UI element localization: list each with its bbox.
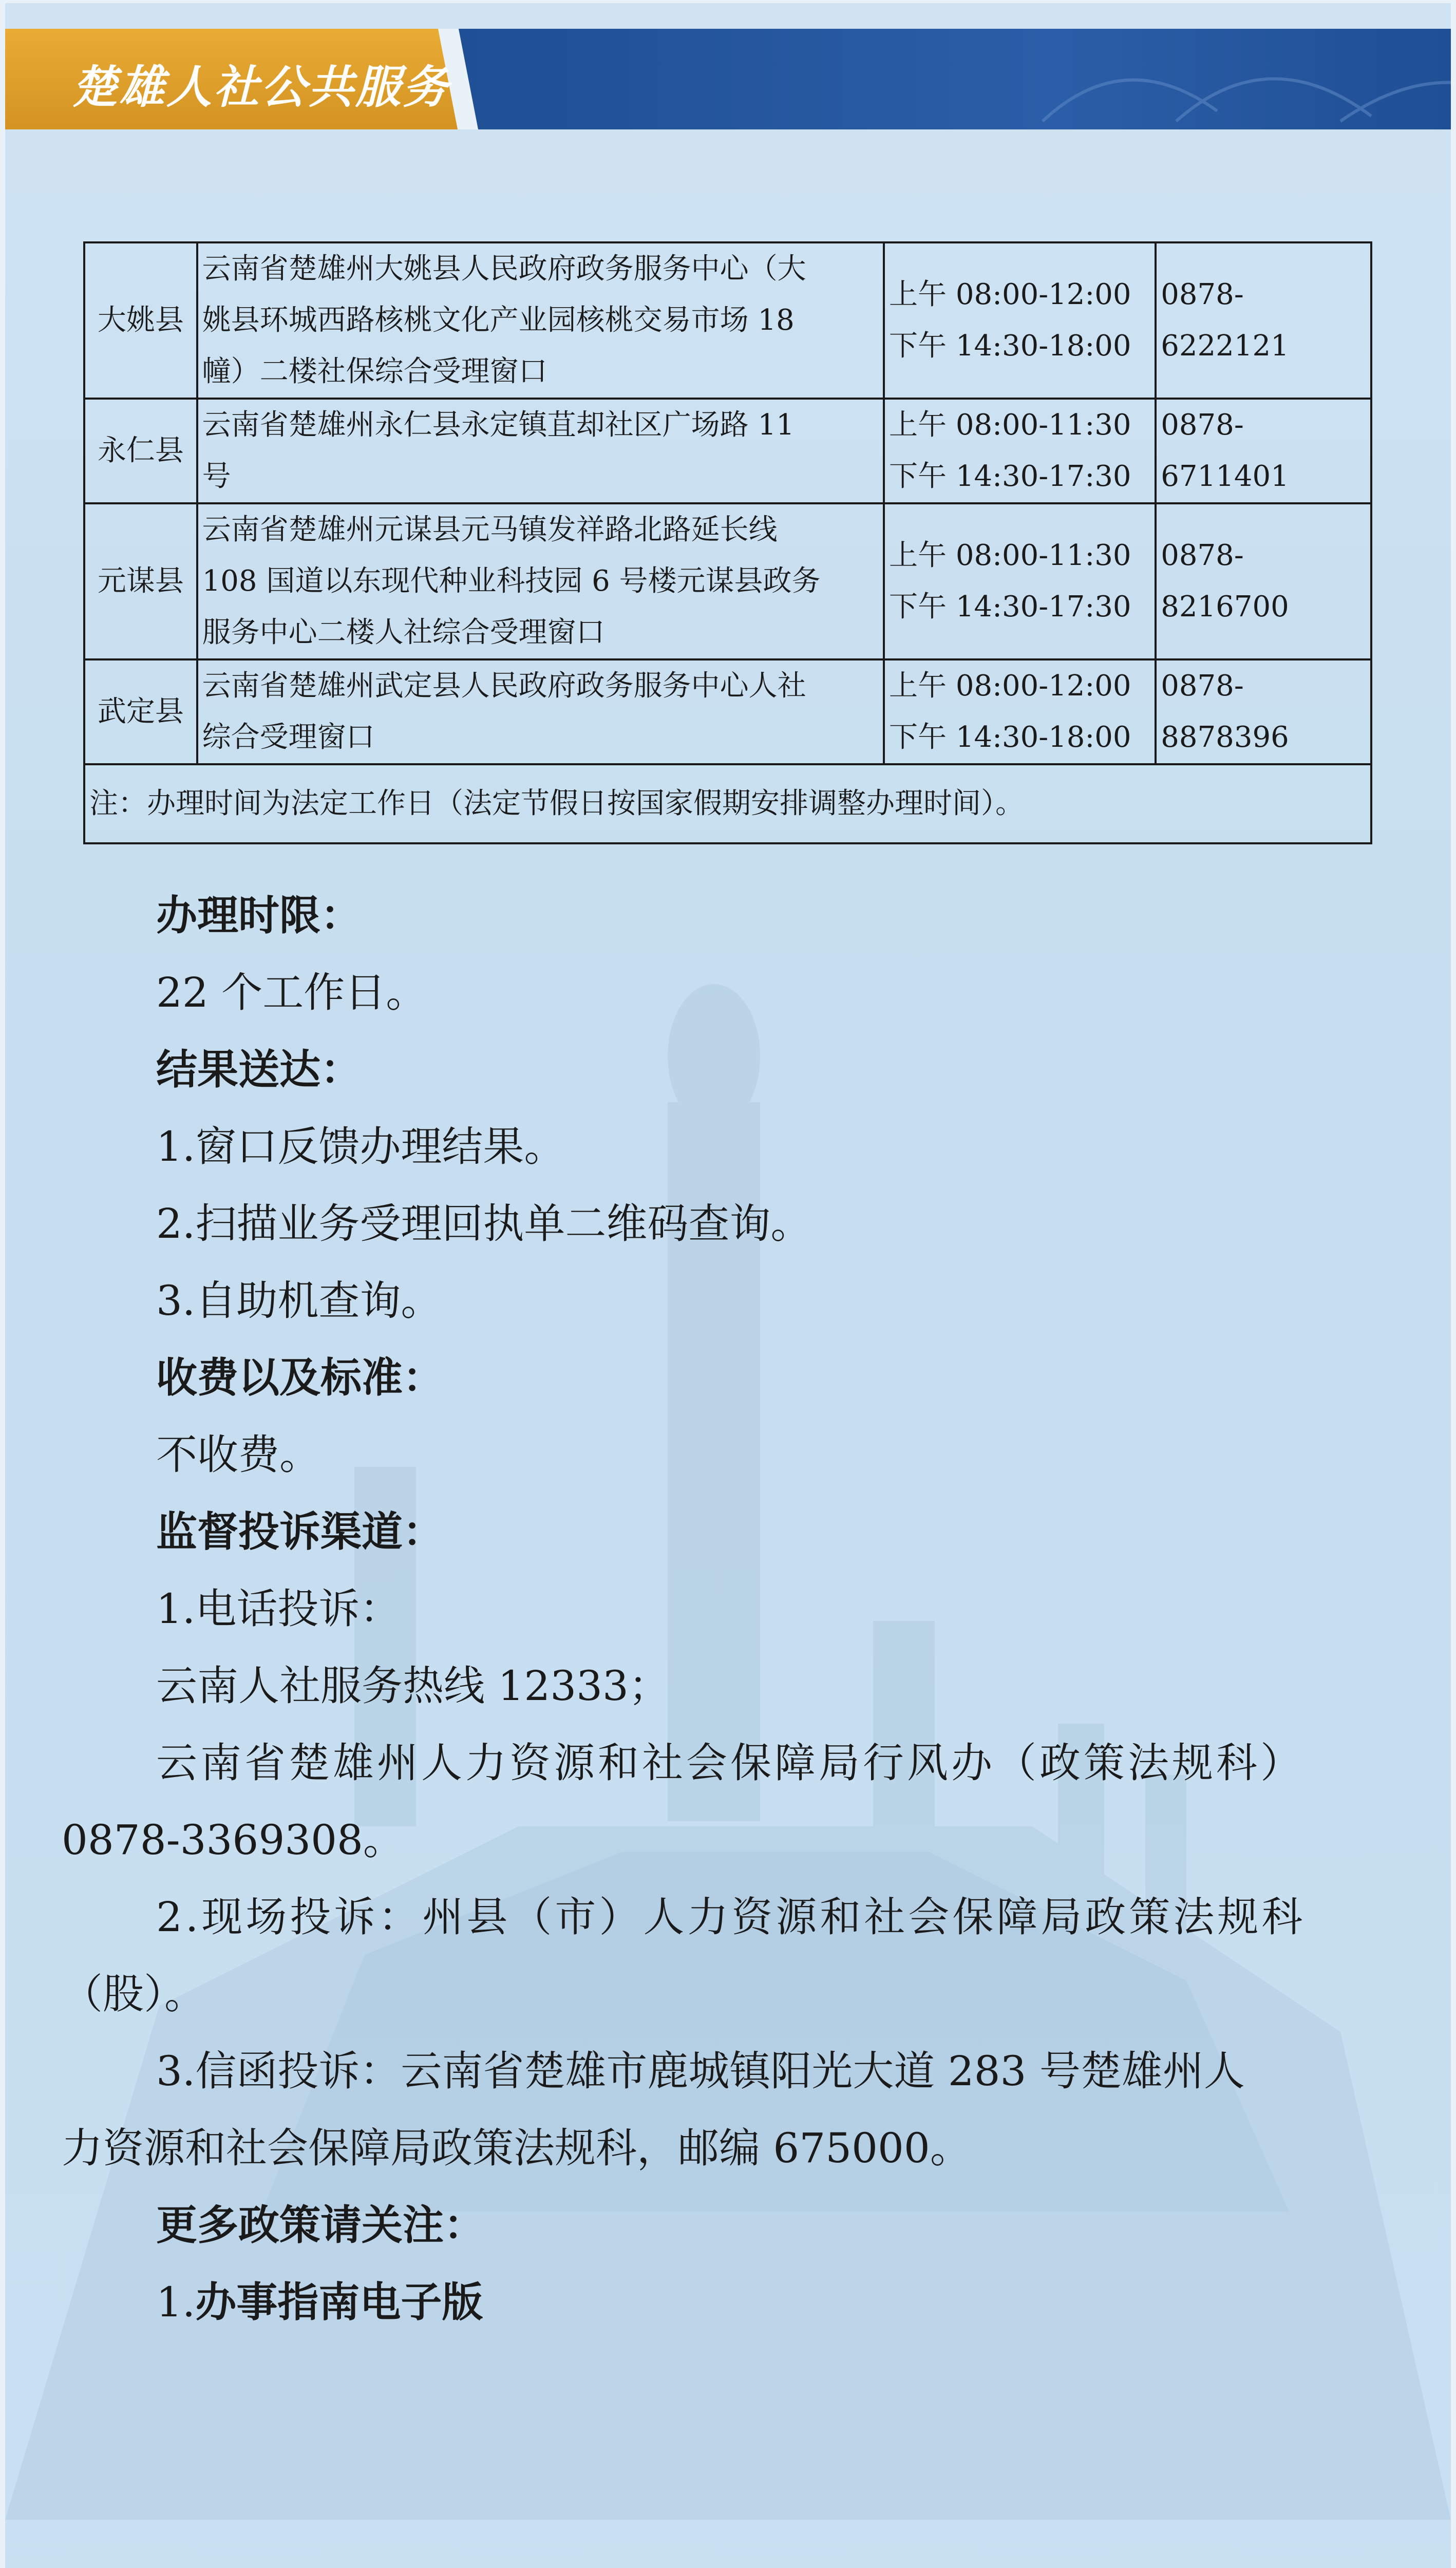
result-item: 3.自助机查询。 <box>156 1277 442 1325</box>
table-note: 注：办理时间为法定工作日（法定节假日按国家假期安排调整办理时间）。 <box>84 764 1371 843</box>
address-cell <box>197 659 884 764</box>
county-cell: 永仁县 <box>84 399 197 503</box>
result-delivery-heading: 结果送达： <box>156 1046 362 1093</box>
address-line: 108 国道以东现代种业科技园 6 号楼元谋县政务 <box>202 564 821 598</box>
phone-cell: 0878-6222121 <box>1156 242 1371 399</box>
e-guide-link[interactable]: 办事指南电子版 <box>195 2278 483 2326</box>
address-cell <box>197 242 884 399</box>
hotline-text: 云南人社服务热线 12333； <box>156 1662 670 1710</box>
fee-heading: 收费以及标准： <box>156 1354 444 1402</box>
processing-time-text: 22 个工作日。 <box>156 969 427 1016</box>
address-line: 云南省楚雄州大姚县人民政府政务服务中心（大 <box>202 252 806 286</box>
onsite-complaint: 2.现场投诉：州县（市）人力资源和社会保障局政策法规科 <box>156 1893 1306 1941</box>
header-banner <box>5 29 1451 129</box>
onsite-complaint-cont: （股）。 <box>62 1970 205 2018</box>
hours-cell <box>884 399 1156 503</box>
hours-cell <box>884 242 1156 399</box>
hours-am: 上午 08:00-12:00 <box>889 278 1131 311</box>
county-cell: 元谋县 <box>84 503 197 659</box>
result-item: 1.窗口反馈办理结果。 <box>156 1123 565 1170</box>
address-line: 综合受理窗口 <box>202 721 375 754</box>
hours-cell <box>884 503 1156 659</box>
table-note-row <box>84 764 1371 843</box>
more-policy-heading: 更多政策请关注： <box>156 2201 485 2249</box>
phone-complaint: 1.电话投诉： <box>156 1585 401 1633</box>
address-line: 服务中心二楼人社综合受理窗口 <box>202 616 605 649</box>
hours-pm: 下午 14:30-17:30 <box>889 460 1131 493</box>
address-line: 号 <box>202 460 231 493</box>
hours-am: 上午 08:00-12:00 <box>889 669 1131 703</box>
hours-pm: 下午 14:30-17:30 <box>889 590 1131 624</box>
hours-cell <box>884 659 1156 764</box>
hours-pm: 下午 14:30-18:00 <box>889 329 1131 363</box>
result-item: 2.扫描业务受理回执单二维码查询。 <box>156 1200 812 1248</box>
table-row <box>84 242 1371 399</box>
address-line: 云南省楚雄州永仁县永定镇苴却社区广场路 11 <box>202 408 795 442</box>
page <box>5 3 1451 2568</box>
address-line: 云南省楚雄州武定县人民政府政务服务中心人社 <box>202 669 806 703</box>
header-blue-band <box>457 29 1451 129</box>
table-row <box>84 399 1371 503</box>
county-cell: 大姚县 <box>84 242 197 399</box>
fee-text: 不收费。 <box>156 1431 320 1479</box>
header-title: 楚雄人社公共服务 <box>72 61 450 114</box>
phone-cell: 0878-8878396 <box>1156 659 1371 764</box>
table-row <box>84 503 1371 659</box>
letter-complaint: 3.信函投诉：云南省楚雄市鹿城镇阳光大道 283 号楚雄州人 <box>156 2047 1245 2095</box>
office-phone: 0878-3369308。 <box>62 1816 404 1864</box>
hours-pm: 下午 14:30-18:00 <box>889 721 1131 754</box>
supervision-heading: 监督投诉渠道： <box>156 1508 444 1556</box>
address-line: 云南省楚雄州元谋县元马镇发祥路北路延长线 <box>202 513 778 546</box>
more-policy-item <box>156 2269 483 2328</box>
table-row <box>84 659 1371 764</box>
phone-cell: 0878-6711401 <box>1156 399 1371 503</box>
service-windows-table <box>83 241 1372 844</box>
wave-pattern-icon <box>1022 34 1451 126</box>
address-cell <box>197 399 884 503</box>
address-line: 姚县环城西路核桃文化产业园核桃交易市场 18 <box>202 304 795 337</box>
phone-cell: 0878-8216700 <box>1156 503 1371 659</box>
county-cell: 武定县 <box>84 659 197 764</box>
hours-am: 上午 08:00-11:30 <box>889 408 1131 442</box>
more-policy-number: 1. <box>156 2278 196 2326</box>
letter-complaint-cont: 力资源和社会保障局政策法规科，邮编 675000。 <box>62 2124 971 2172</box>
hours-am: 上午 08:00-11:30 <box>889 539 1131 572</box>
office-text: 云南省楚雄州人力资源和社会保障局行风办（政策法规科） <box>156 1739 1304 1787</box>
address-line: 幢）二楼社保综合受理窗口 <box>202 355 547 388</box>
processing-time-heading: 办理时限： <box>156 892 362 939</box>
address-cell <box>197 503 884 659</box>
